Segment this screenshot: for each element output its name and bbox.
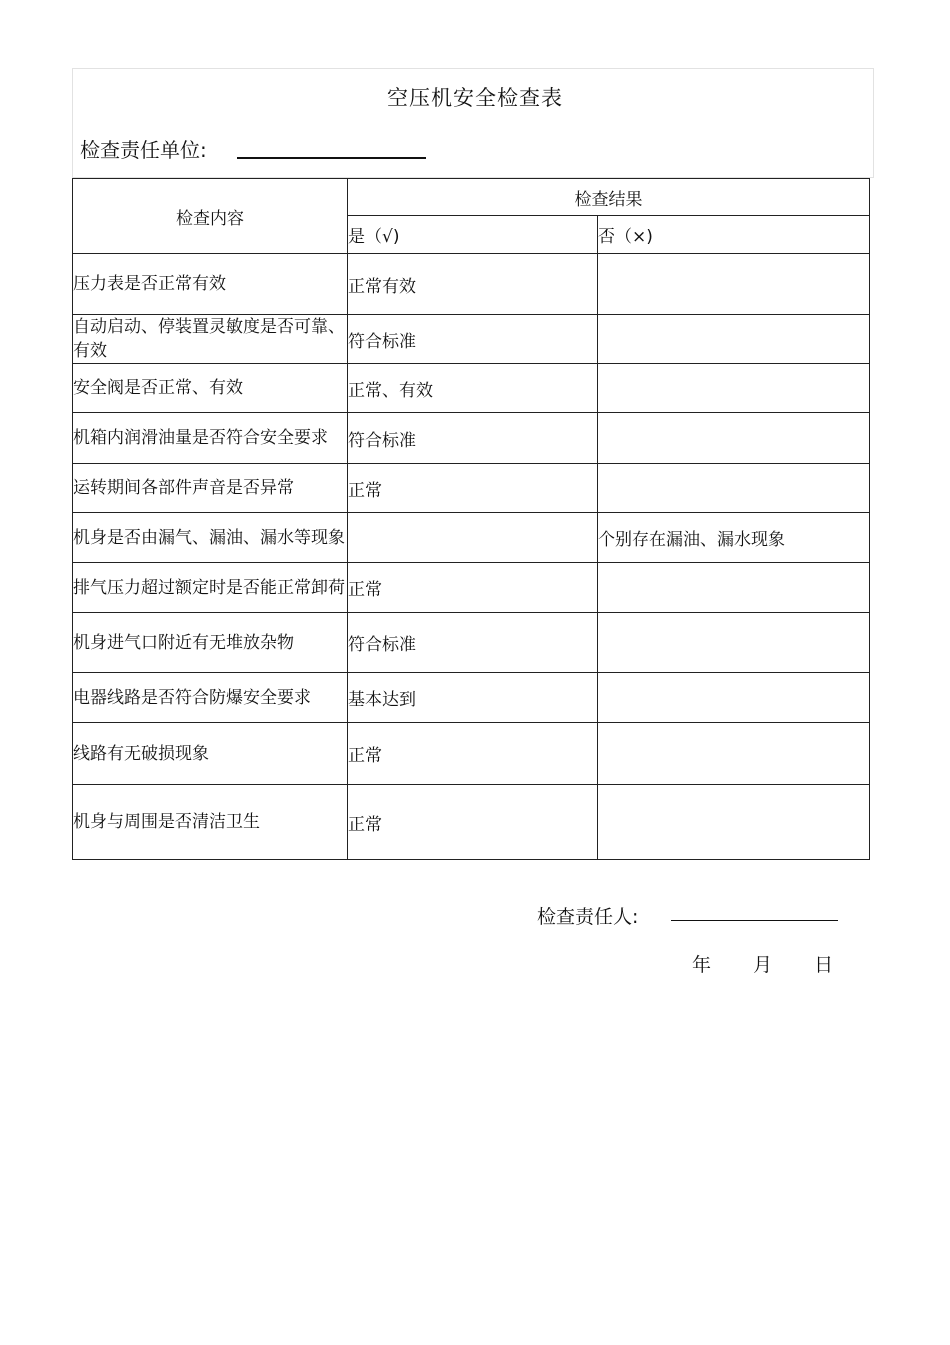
result-yes-cell [348, 513, 598, 563]
table-row [73, 315, 870, 364]
table-row [73, 364, 870, 413]
result-no-cell [598, 315, 870, 364]
result-yes-cell: 正常 [348, 785, 598, 860]
table-row [73, 723, 870, 785]
inspection-table [72, 178, 870, 860]
document-title: 空压机安全检查表 [387, 86, 563, 110]
result-yes-cell: 正常 [348, 723, 598, 785]
check-item: 排气压力超过额定时是否能正常卸荷 [73, 563, 348, 613]
header-check-result: 检查结果 [348, 179, 870, 216]
header-yes: 是（√) [348, 216, 598, 254]
date-month-label: 月 [753, 954, 773, 976]
table-row [73, 464, 870, 513]
check-item: 机箱内润滑油量是否符合安全要求 [73, 413, 348, 464]
table-row [73, 413, 870, 464]
result-no-cell [598, 413, 870, 464]
date-line [692, 950, 833, 977]
responsible-unit-label: 检查责任单位: [80, 138, 207, 162]
date-day-label: 日 [814, 954, 834, 976]
result-no-cell [598, 673, 870, 723]
result-no-cell [598, 563, 870, 613]
result-yes-cell: 符合标准 [348, 613, 598, 673]
result-yes-cell: 正常、有效 [348, 364, 598, 413]
responsible-unit-field[interactable] [237, 157, 426, 159]
table-row [73, 563, 870, 613]
header-check-content: 检查内容 [73, 179, 348, 254]
result-yes-cell: 正常有效 [348, 254, 598, 315]
responsible-person-field[interactable] [671, 920, 838, 921]
check-item: 压力表是否正常有效 [73, 254, 348, 315]
check-item: 机身进气口附近有无堆放杂物 [73, 613, 348, 673]
result-no-cell: 个别存在漏油、漏水现象 [598, 513, 870, 563]
result-no-cell [598, 254, 870, 315]
responsible-person-label: 检查责任人: [537, 906, 639, 928]
table-row [73, 785, 870, 860]
result-yes-cell: 符合标准 [348, 413, 598, 464]
result-yes-cell: 正常 [348, 464, 598, 513]
result-no-cell [598, 364, 870, 413]
result-no-cell [598, 723, 870, 785]
date-year-label: 年 [692, 954, 712, 976]
table-row [73, 673, 870, 723]
check-item: 运转期间各部件声音是否异常 [73, 464, 348, 513]
result-no-cell [598, 613, 870, 673]
check-item: 机身是否由漏气、漏油、漏水等现象 [73, 513, 348, 563]
result-no-cell [598, 785, 870, 860]
check-item: 线路有无破损现象 [73, 723, 348, 785]
check-item: 自动启动、停装置灵敏度是否可靠、有效 [73, 315, 348, 364]
check-item: 安全阀是否正常、有效 [73, 364, 348, 413]
result-yes-cell: 符合标准 [348, 315, 598, 364]
table-row [73, 613, 870, 673]
check-item: 电器线路是否符合防爆安全要求 [73, 673, 348, 723]
result-yes-cell: 基本达到 [348, 673, 598, 723]
header-no: 否（×) [598, 216, 870, 254]
table-row [73, 254, 870, 315]
table-row [73, 513, 870, 563]
result-yes-cell: 正常 [348, 563, 598, 613]
result-no-cell [598, 464, 870, 513]
check-item: 机身与周围是否清洁卫生 [73, 785, 348, 860]
